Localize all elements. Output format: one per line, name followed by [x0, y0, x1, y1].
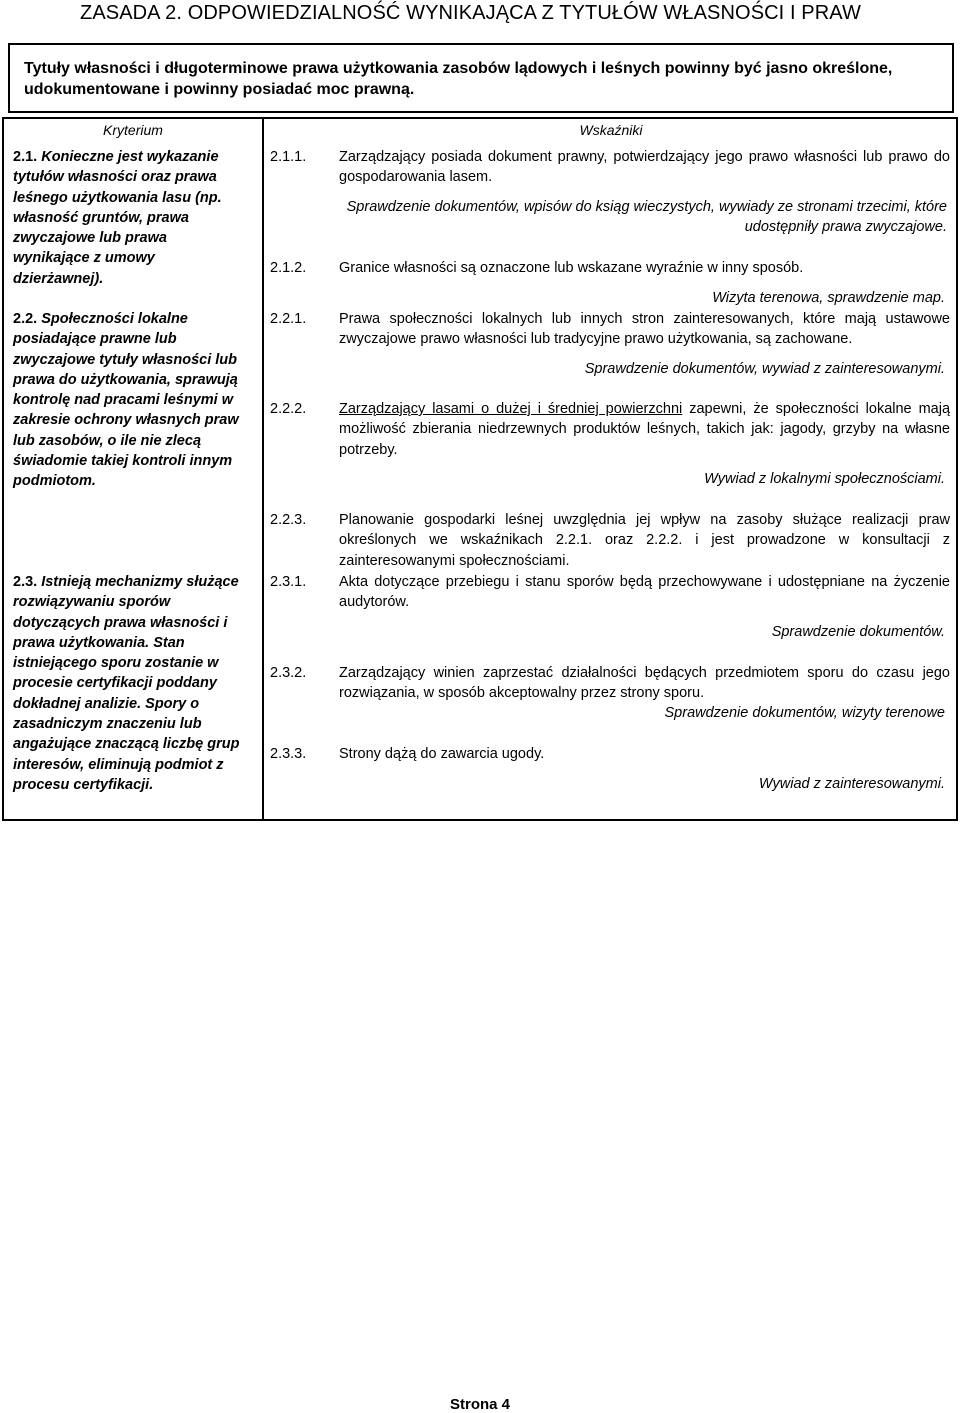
criterion-2-2	[13, 309, 243, 492]
page-number: Strona 4	[449, 1396, 510, 1413]
verification-method: Wywiad z lokalnymi społecznościami.	[704, 471, 945, 487]
verification-method: Wywiad z zainteresowanymi.	[758, 776, 945, 792]
indicator-text: Prawa społeczności lokalnych lub innych stron zainteresowanych, które mają ustawowe zwyczajowe prawo własności lub tradycyjne prawo użytkowania, są zachowane.	[339, 311, 950, 348]
verification-method: Wizyta terenowa, sprawdzenie map.	[712, 290, 945, 306]
indicator-number: 2.1.1.	[270, 149, 307, 165]
column-divider	[262, 119, 264, 819]
indicator-text: zapewni, że społeczności lokalne mają możliwość zbierania niedrzewnych produktów leśnych, takich jak: jagody, grzyby na własne potrzeby.	[339, 401, 951, 458]
criterion-text: Konieczne jest wykazanie tytułów własności oraz prawa leśnego użytkowania lasu (np. własność gruntów, prawa zwyczajowe lub prawa wynikające z umowy dzierżawnej).	[13, 149, 222, 287]
indicator-2-2-3	[270, 510, 950, 571]
criterion-2-1	[13, 147, 243, 289]
indicator-2-2-2	[270, 399, 950, 460]
criterion-2-3	[13, 572, 243, 795]
indicator-text: Akta dotyczące przebiegu i stanu sporów będą przechowywane i udostępniane na życzenie audytorów.	[339, 574, 950, 611]
indicator-number: 2.2.2.	[270, 401, 307, 417]
verification-method: Sprawdzenie dokumentów, wizyty terenowe	[664, 705, 945, 721]
indicator-2-2-1	[270, 309, 950, 350]
indicator-text: Granice własności są oznaczone lub wskazane wyraźnie w inny sposób.	[339, 260, 804, 276]
criteria-header: Kryterium	[103, 122, 163, 138]
indicator-number: 2.1.2.	[270, 260, 307, 276]
indicator-number: 2.3.2.	[270, 665, 307, 681]
indicator-text-underlined: Zarządzający lasami o dużej i średniej powierzchni	[339, 401, 683, 417]
indicator-2-1-1	[270, 147, 950, 188]
indicator-number: 2.3.3.	[270, 746, 307, 762]
indicator-text: Zarządzający posiada dokument prawny, potwierdzający jego prawo własności lub prawo do gospodarowania lasem.	[339, 149, 950, 186]
verification-method: Sprawdzenie dokumentów.	[771, 624, 945, 640]
indicator-number: 2.2.3.	[270, 512, 307, 528]
criterion-text: Społeczności lokalne posiadające prawne lub zwyczajowe tytuły własności lub prawa do użytkowania, sprawują kontrolę nad pracami leśnymi w zakresie ochrony własnych praw lub zasobów, o ile nie zlecą świadomie takiej kontroli innym podmiotom.	[13, 311, 239, 490]
criterion-number: 2.1.	[13, 149, 38, 165]
indicator-text: Planowanie gospodarki leśnej uwzględnia jej wpływ na zasoby służące realizacji praw określonych we wskaźnikach 2.2.1. oraz 2.2.2. i jest prowadzone w konsultacji z zainteresowanymi społecznościami.	[339, 512, 950, 569]
indicator-2-3-3	[270, 744, 950, 764]
page-title: ZASADA 2. ODPOWIEDZIALNOŚĆ WYNIKAJĄCA Z TYTUŁÓW WŁASNOŚCI I PRAW	[80, 2, 861, 24]
criterion-number: 2.2.	[13, 311, 38, 327]
indicator-number: 2.2.1.	[270, 311, 307, 327]
indicator-text: Strony dążą do zawarcia ugody.	[339, 746, 545, 762]
indicators-header: Wskaźniki	[579, 122, 643, 138]
principle-statement: Tytuły własności i długoterminowe prawa użytkowania zasobów lądowych i leśnych powinny być jasno określone, udokumentowane i powinny posiadać moc prawną.	[8, 43, 954, 113]
criterion-number: 2.3.	[13, 574, 38, 590]
criterion-text: Istnieją mechanizmy służące rozwiązywaniu sporów dotyczących prawa własności i prawa użytkowania. Stan istniejącego sporu zostanie w procesie certyfikacji poddany dokładnej analizie. Spory o zasadniczym znaczeniu lub angażujące znaczącą liczbę grup interesów, eliminują podmiot z procesu certyfikacji.	[13, 574, 240, 793]
indicator-2-3-2	[270, 663, 950, 704]
verification-method: Sprawdzenie dokumentów, wpisów do ksiąg wieczystych, wywiady ze stronami trzecimi, które udostępniły prawa zwyczajowe.	[346, 199, 947, 236]
verification-method: Sprawdzenie dokumentów, wywiad z zainteresowanymi.	[584, 361, 945, 377]
indicator-number: 2.3.1.	[270, 574, 307, 590]
indicator-2-1-2	[270, 258, 950, 278]
indicator-text: Zarządzający winien zaprzestać działalności będących przedmiotem sporu do czasu jego rozwiązania, w sposób akceptowalny przez strony sporu.	[339, 665, 950, 702]
indicator-2-3-1	[270, 572, 950, 613]
